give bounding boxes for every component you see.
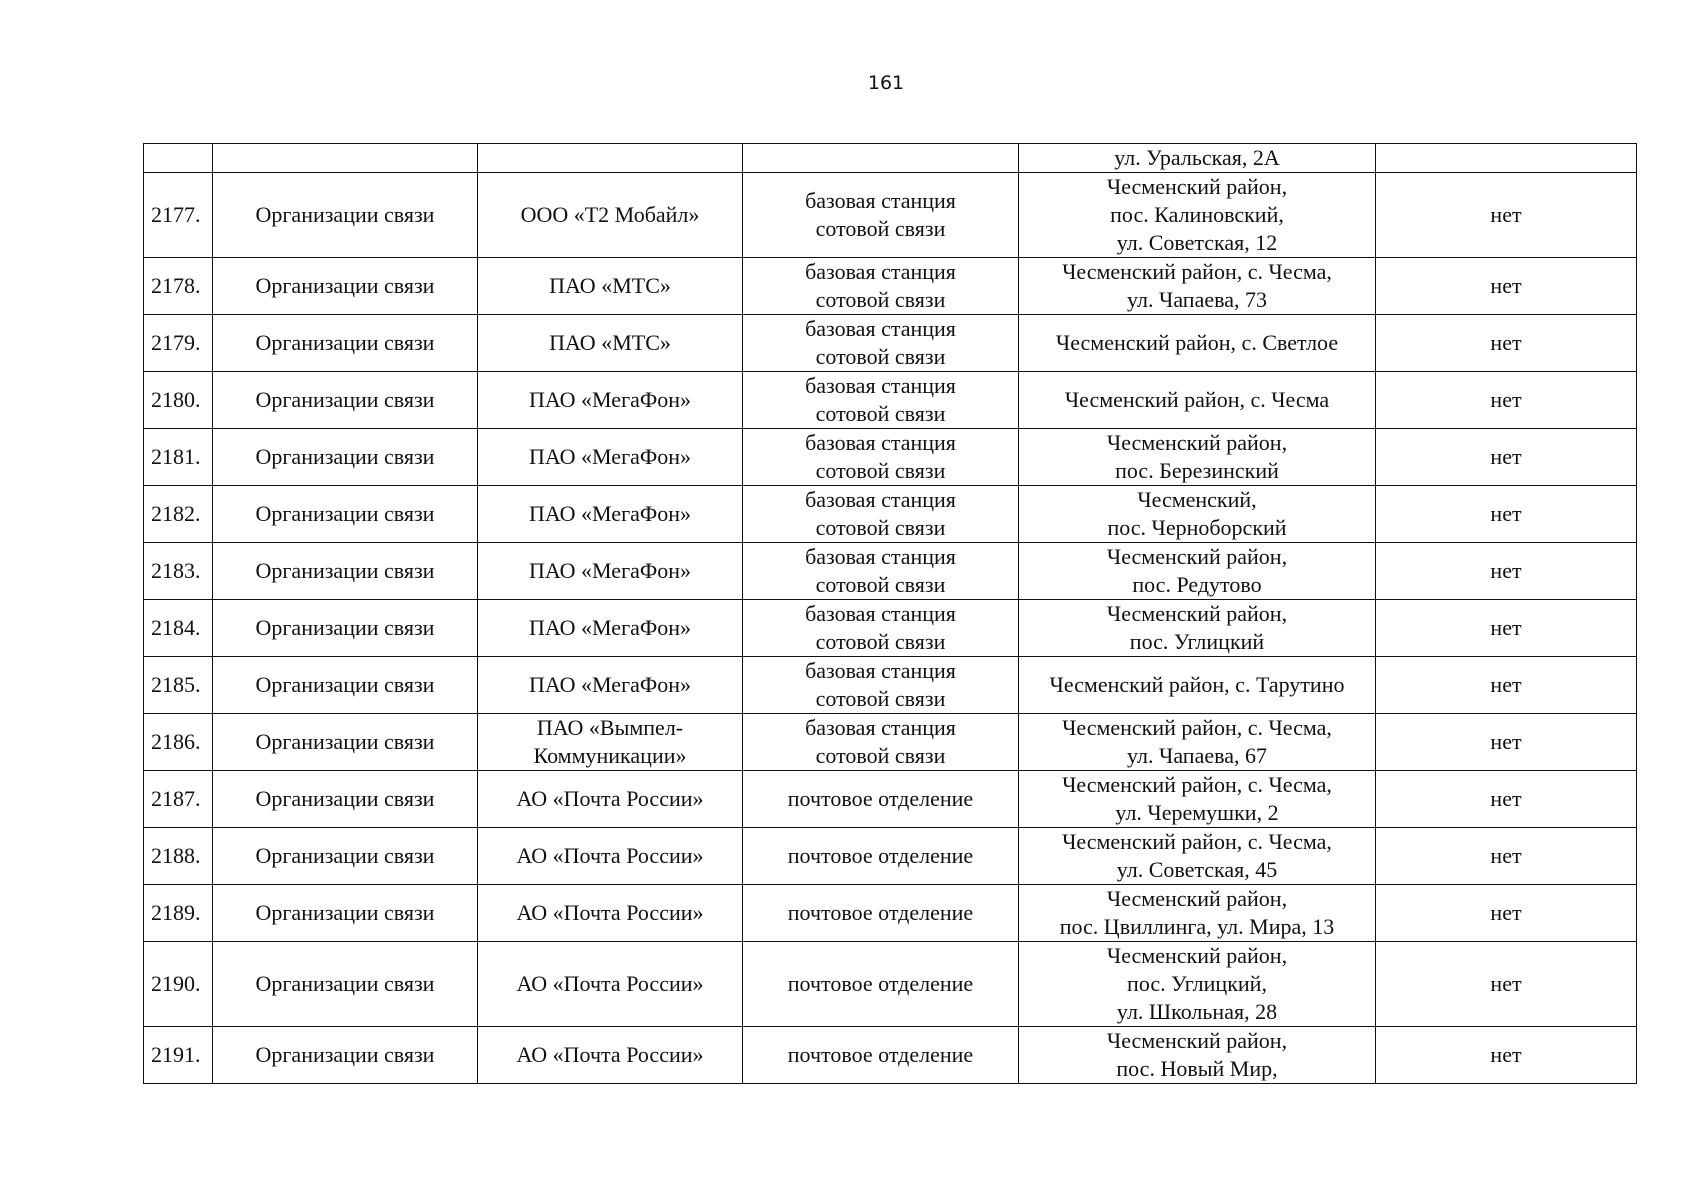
table-row: [144, 828, 1637, 885]
cell-note: нет: [1376, 771, 1637, 828]
cell-address: Чесменский район, с. Чесма, ул. Советская, 45: [1019, 828, 1376, 885]
table-row: [144, 429, 1637, 486]
table-row: [144, 315, 1637, 372]
cell-note: [1376, 144, 1637, 173]
table-row: [144, 600, 1637, 657]
cell-object-type: базовая станция сотовой связи: [743, 258, 1019, 315]
cell-number: [144, 144, 213, 173]
cell-note: нет: [1376, 315, 1637, 372]
cell-object-type: почтовое отделение: [743, 885, 1019, 942]
cell-note: нет: [1376, 942, 1637, 1027]
cell-object-type: базовая станция сотовой связи: [743, 714, 1019, 771]
cell-object-type: базовая станция сотовой связи: [743, 543, 1019, 600]
cell-number: 2185.: [144, 657, 213, 714]
cell-object-type: базовая станция сотовой связи: [743, 372, 1019, 429]
cell-note: нет: [1376, 429, 1637, 486]
cell-address: Чесменский район, пос. Цвиллинга, ул. Мира, 13: [1019, 885, 1376, 942]
cell-number: 2177.: [144, 173, 213, 258]
cell-number: 2190.: [144, 942, 213, 1027]
cell-object-type: базовая станция сотовой связи: [743, 600, 1019, 657]
cell-object-type: базовая станция сотовой связи: [743, 173, 1019, 258]
cell-organization: [478, 144, 743, 173]
cell-organization: АО «Почта России»: [478, 828, 743, 885]
cell-note: нет: [1376, 885, 1637, 942]
cell-note: нет: [1376, 258, 1637, 315]
cell-number: 2182.: [144, 486, 213, 543]
cell-category: Организации связи: [213, 1027, 478, 1084]
cell-organization: АО «Почта России»: [478, 771, 743, 828]
cell-organization: ПАО «МТС»: [478, 315, 743, 372]
cell-category: Организации связи: [213, 258, 478, 315]
cell-organization: ПАО «МТС»: [478, 258, 743, 315]
cell-organization: ПАО «МегаФон»: [478, 429, 743, 486]
cell-note: нет: [1376, 714, 1637, 771]
table-row: [144, 885, 1637, 942]
cell-address: ул. Уральская, 2А: [1019, 144, 1376, 173]
cell-address: Чесменский район, с. Чесма, ул. Черемушки, 2: [1019, 771, 1376, 828]
cell-address: Чесменский район, пос. Редутово: [1019, 543, 1376, 600]
cell-category: Организации связи: [213, 885, 478, 942]
cell-category: [213, 144, 478, 173]
cell-category: Организации связи: [213, 771, 478, 828]
cell-address: Чесменский район, с. Тарутино: [1019, 657, 1376, 714]
cell-address: Чесменский район, пос. Березинский: [1019, 429, 1376, 486]
cell-address: Чесменский район, пос. Углицкий: [1019, 600, 1376, 657]
cell-number: 2180.: [144, 372, 213, 429]
cell-object-type: базовая станция сотовой связи: [743, 429, 1019, 486]
cell-number: 2184.: [144, 600, 213, 657]
cell-number: 2191.: [144, 1027, 213, 1084]
cell-organization: АО «Почта России»: [478, 1027, 743, 1084]
cell-number: 2189.: [144, 885, 213, 942]
cell-object-type: базовая станция сотовой связи: [743, 486, 1019, 543]
cell-number: 2188.: [144, 828, 213, 885]
cell-category: Организации связи: [213, 543, 478, 600]
cell-note: нет: [1376, 486, 1637, 543]
page-number: 161: [867, 72, 905, 94]
registry-table: [143, 143, 1637, 1084]
cell-address: Чесменский район, пос. Углицкий, ул. Школьная, 28: [1019, 942, 1376, 1027]
cell-address: Чесменский район, пос. Калиновский, ул. Советская, 12: [1019, 173, 1376, 258]
cell-category: Организации связи: [213, 173, 478, 258]
table-row: [144, 486, 1637, 543]
cell-category: Организации связи: [213, 429, 478, 486]
cell-organization: ПАО «Вымпел- Коммуникации»: [478, 714, 743, 771]
cell-object-type: почтовое отделение: [743, 828, 1019, 885]
cell-number: 2187.: [144, 771, 213, 828]
cell-object-type: почтовое отделение: [743, 942, 1019, 1027]
cell-note: нет: [1376, 657, 1637, 714]
cell-note: нет: [1376, 1027, 1637, 1084]
cell-organization: АО «Почта России»: [478, 885, 743, 942]
cell-organization: ПАО «МегаФон»: [478, 543, 743, 600]
cell-address: Чесменский район, с. Чесма: [1019, 372, 1376, 429]
cell-address: Чесменский район, пос. Новый Мир,: [1019, 1027, 1376, 1084]
cell-category: Организации связи: [213, 714, 478, 771]
cell-note: нет: [1376, 372, 1637, 429]
cell-number: 2178.: [144, 258, 213, 315]
cell-category: Организации связи: [213, 600, 478, 657]
table-row: [144, 543, 1637, 600]
table-row: [144, 258, 1637, 315]
registry-table-body: [144, 144, 1637, 1084]
table-row: [144, 714, 1637, 771]
cell-note: нет: [1376, 173, 1637, 258]
cell-note: нет: [1376, 828, 1637, 885]
cell-category: Организации связи: [213, 486, 478, 543]
cell-category: Организации связи: [213, 828, 478, 885]
table-row: [144, 942, 1637, 1027]
table-row: [144, 173, 1637, 258]
cell-category: Организации связи: [213, 942, 478, 1027]
cell-organization: ПАО «МегаФон»: [478, 600, 743, 657]
table-row: [144, 372, 1637, 429]
cell-note: нет: [1376, 543, 1637, 600]
cell-organization: ПАО «МегаФон»: [478, 486, 743, 543]
table-row-continuation: [144, 144, 1637, 173]
cell-address: Чесменский район, с. Светлое: [1019, 315, 1376, 372]
cell-number: 2181.: [144, 429, 213, 486]
cell-object-type: базовая станция сотовой связи: [743, 657, 1019, 714]
cell-object-type: почтовое отделение: [743, 1027, 1019, 1084]
cell-object-type: почтовое отделение: [743, 771, 1019, 828]
cell-object-type: базовая станция сотовой связи: [743, 315, 1019, 372]
table-row: [144, 657, 1637, 714]
table-row: [144, 1027, 1637, 1084]
cell-address: Чесменский район, с. Чесма, ул. Чапаева, 73: [1019, 258, 1376, 315]
cell-object-type: [743, 144, 1019, 173]
cell-number: 2179.: [144, 315, 213, 372]
cell-organization: ПАО «МегаФон»: [478, 657, 743, 714]
cell-organization: ООО «Т2 Мобайл»: [478, 173, 743, 258]
cell-category: Организации связи: [213, 372, 478, 429]
cell-organization: АО «Почта России»: [478, 942, 743, 1027]
cell-organization: ПАО «МегаФон»: [478, 372, 743, 429]
cell-address: Чесменский, пос. Черноборский: [1019, 486, 1376, 543]
cell-number: 2183.: [144, 543, 213, 600]
table-row: [144, 771, 1637, 828]
cell-note: нет: [1376, 600, 1637, 657]
cell-number: 2186.: [144, 714, 213, 771]
cell-category: Организации связи: [213, 657, 478, 714]
cell-category: Организации связи: [213, 315, 478, 372]
cell-address: Чесменский район, с. Чесма, ул. Чапаева, 67: [1019, 714, 1376, 771]
